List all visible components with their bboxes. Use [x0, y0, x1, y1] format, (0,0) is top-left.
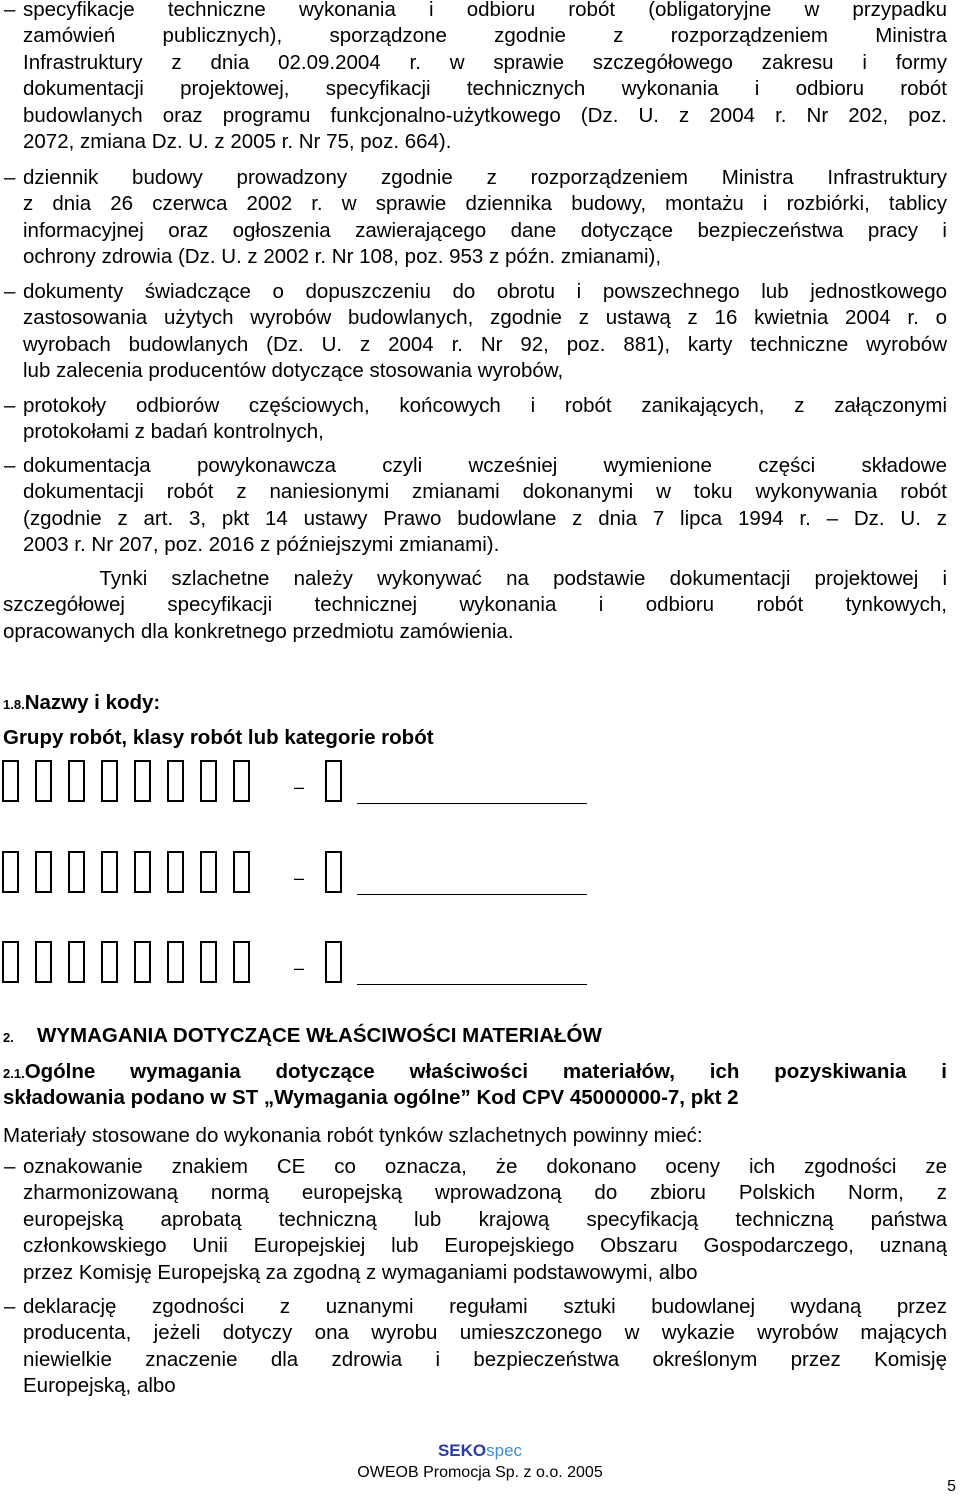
code-row	[0, 851, 600, 899]
code-digit-box[interactable]	[325, 760, 342, 802]
section-number: 2.	[3, 1030, 14, 1045]
list-item	[23, 453, 947, 559]
list-dash: –	[4, 166, 16, 189]
section-2-1-heading	[3, 1059, 947, 1112]
section-title: Nazwy i kody:	[24, 691, 161, 714]
code-digit-box[interactable]	[101, 851, 118, 893]
list-item-line: Europejską, albo	[23, 1374, 176, 1398]
list-item-line: zamówień publicznych), sporządzone zgodnie z rozporządzeniem Ministra	[23, 24, 947, 48]
brand-seko: SEKO	[437, 1441, 487, 1460]
list-item-line: zastosowania użytych wyrobów budowlanych, zgodnie z ustawą z 16 kwietnia 2004 r. o	[23, 306, 947, 330]
code-digit-box[interactable]	[101, 760, 118, 802]
footer-organization: OWEOB Promocja Sp. z o.o. 2005	[357, 1464, 603, 1481]
code-digit-box[interactable]	[35, 941, 52, 983]
page-number: 5	[947, 1478, 956, 1495]
code-digit-box[interactable]	[325, 851, 342, 893]
list-item-line: Infrastruktury z dnia 02.09.2004 r. w sprawie szczegółowego zakresu i formy	[23, 50, 947, 74]
code-digit-box[interactable]	[68, 851, 85, 893]
list-item	[23, 1154, 947, 1286]
list-item-line: zharmonizowaną normą europejską wprowadzoną do zbioru Polskich Norm, z	[23, 1181, 947, 1205]
list-dash: –	[4, 280, 16, 303]
list-item	[23, 0, 947, 155]
list-item-line: dokumenty świadczące o dopuszczeniu do obrotu i powszechnego lub jednostkowego	[23, 280, 947, 303]
code-row	[0, 941, 600, 989]
list-item	[23, 1294, 947, 1400]
list-item-line: przez Komisję Europejską za zgodną z wymaganiami podstawowymi, albo	[23, 1260, 698, 1284]
paragraph-line: Tynki szlachetne należy wykonywać na podstawie dokumentacji projektowej i	[3, 567, 947, 590]
code-digit-box[interactable]	[134, 941, 151, 983]
paragraph-line: opracowanych dla konkretnego przedmiotu zamówienia.	[3, 619, 514, 643]
list-dash: –	[4, 1155, 16, 1178]
section-2-1-line: składowania podano w ST „Wymagania ogólne” Kod CPV 45000000-7, pkt 2	[3, 1086, 739, 1110]
code-digit-box[interactable]	[325, 941, 342, 983]
list-item-line: (zgodnie z art. 3, pkt 14 ustawy Prawo budowlane z dnia 7 lipca 1994 r. – Dz. U. z	[23, 506, 947, 530]
list-item	[23, 165, 947, 271]
code-digit-box[interactable]	[35, 760, 52, 802]
list-item-line: z dnia 26 czerwca 2002 r. w sprawie dziennika budowy, montażu i rozbiórki, tablicy	[23, 192, 947, 216]
section-title-line1: Ogólne wymagania dotyczące właściwości materiałów, ich pozyskiwania i	[24, 1060, 947, 1083]
list-item-line: dokumentacja powykonawcza czyli wcześniej wymienione części składowe	[23, 454, 947, 477]
list-item-line: dziennik budowy prowadzony zgodnie z rozporządzeniem Ministra Infrastruktury	[23, 166, 947, 189]
code-name-line	[357, 894, 587, 895]
section-number: 2.1.	[3, 1066, 25, 1081]
section-1-8-heading	[3, 690, 160, 718]
code-digit-box[interactable]	[134, 851, 151, 893]
section-2-1-line	[3, 1059, 947, 1085]
code-digit-box[interactable]	[167, 760, 184, 802]
code-digit-box[interactable]	[200, 941, 217, 983]
code-digit-box[interactable]	[35, 851, 52, 893]
code-digit-box[interactable]	[2, 851, 19, 893]
list-item-line: protokoły odbiorów częściowych, końcowych i robót zanikających, z załączonymi	[23, 394, 947, 417]
list-item-line: oznakowanie znakiem CE co oznacza, że dokonano oceny ich zgodności ze	[23, 1155, 947, 1178]
list-item-line: informacyjnej oraz ogłoszenia zawierającego dane dotyczące bezpieczeństwa pracy i	[23, 218, 947, 242]
list-item-line: lub zalecenia producentów dotyczące stosowania wyrobów,	[23, 359, 564, 383]
code-name-line	[357, 803, 587, 804]
code-digit-box[interactable]	[2, 760, 19, 802]
list-item-line: producenta, jeżeli dotyczy ona wyrobu umieszczonego w wykazie wyrobów mających	[23, 1321, 947, 1345]
list-item-line: europejską aprobatą techniczną lub krajową specyfikacją techniczną państwa	[23, 1207, 947, 1231]
code-digit-box[interactable]	[200, 851, 217, 893]
list-dash: –	[4, 0, 16, 21]
code-digit-box[interactable]	[2, 941, 19, 983]
list-item-line: 2072, zmiana Dz. U. z 2005 r. Nr 75, poz. 664).	[23, 129, 452, 153]
code-digit-box[interactable]	[233, 760, 250, 802]
list-item-line: budowlanych oraz programu funkcjonalno-użytkowego (Dz. U. z 2004 r. Nr 202, poz.	[23, 103, 947, 127]
list-item-line: członkowskiego Unii Europejskiej lub Europejskiego Obszaru Gospodarczego, uznaną	[23, 1234, 947, 1258]
list-dash: –	[4, 394, 16, 417]
list-dash: –	[4, 1295, 16, 1318]
code-name-line	[357, 984, 587, 985]
materials-intro: Materiały stosowane do wykonania robót tynków szlachetnych powinny mieć:	[3, 1124, 703, 1147]
footer-brand	[0, 1441, 960, 1461]
code-digit-box[interactable]	[167, 851, 184, 893]
groups-heading: Grupy robót, klasy robót lub kategorie robót	[3, 726, 434, 749]
code-digit-box[interactable]	[68, 760, 85, 802]
section-2-heading	[3, 1023, 602, 1051]
code-digit-box[interactable]	[101, 941, 118, 983]
code-row	[0, 760, 600, 808]
code-digit-box[interactable]	[233, 941, 250, 983]
code-separator: –	[294, 868, 305, 888]
code-digit-box[interactable]	[167, 941, 184, 983]
code-separator: –	[294, 958, 305, 978]
list-item-line: wyrobach budowlanych (Dz. U. z 2004 r. Nr 92, poz. 881), karty techniczne wyrobów	[23, 332, 947, 356]
list-item-line: 2003 r. Nr 207, poz. 2016 z późniejszymi zmianami).	[23, 533, 500, 557]
list-item-line: niewielkie znaczenie dla zdrowia i bezpieczeństwa określonym przez Komisję	[23, 1347, 947, 1371]
paragraph-line: szczegółowej specyfikacji technicznej wykonania i odbioru robót tynkowych,	[3, 593, 947, 617]
code-digit-box[interactable]	[68, 941, 85, 983]
list-dash: –	[4, 454, 16, 477]
list-item-line: deklarację zgodności z uznanymi regułami sztuki budowlanej wydaną przez	[23, 1295, 947, 1318]
list-item-line: protokołami z badań kontrolnych,	[23, 420, 324, 444]
list-item-line: specyfikacje techniczne wykonania i odbioru robót (obligatoryjne w przypadku	[23, 0, 947, 21]
list-item-line: dokumentacji projektowej, specyfikacji technicznych wykonania i odbioru robót	[23, 77, 947, 101]
code-separator: –	[294, 777, 305, 797]
list-item	[23, 393, 947, 446]
tynki-paragraph	[3, 566, 947, 645]
code-digit-box[interactable]	[233, 851, 250, 893]
code-digit-box[interactable]	[200, 760, 217, 802]
code-digit-box[interactable]	[134, 760, 151, 802]
section-number: 1.8.	[3, 697, 25, 712]
list-item	[23, 279, 947, 385]
section-title: WYMAGANIA DOTYCZĄCE WŁAŚCIWOŚCI MATERIAŁÓW	[37, 1024, 602, 1047]
list-item-line: ochrony zdrowia (Dz. U. z 2002 r. Nr 108, poz. 953 z późn. zmianami),	[23, 245, 662, 269]
list-item-line: dokumentacji robót z naniesionymi zmianami dokonanymi w toku wykonywania robót	[23, 480, 947, 504]
brand-spec: spec	[486, 1441, 523, 1460]
